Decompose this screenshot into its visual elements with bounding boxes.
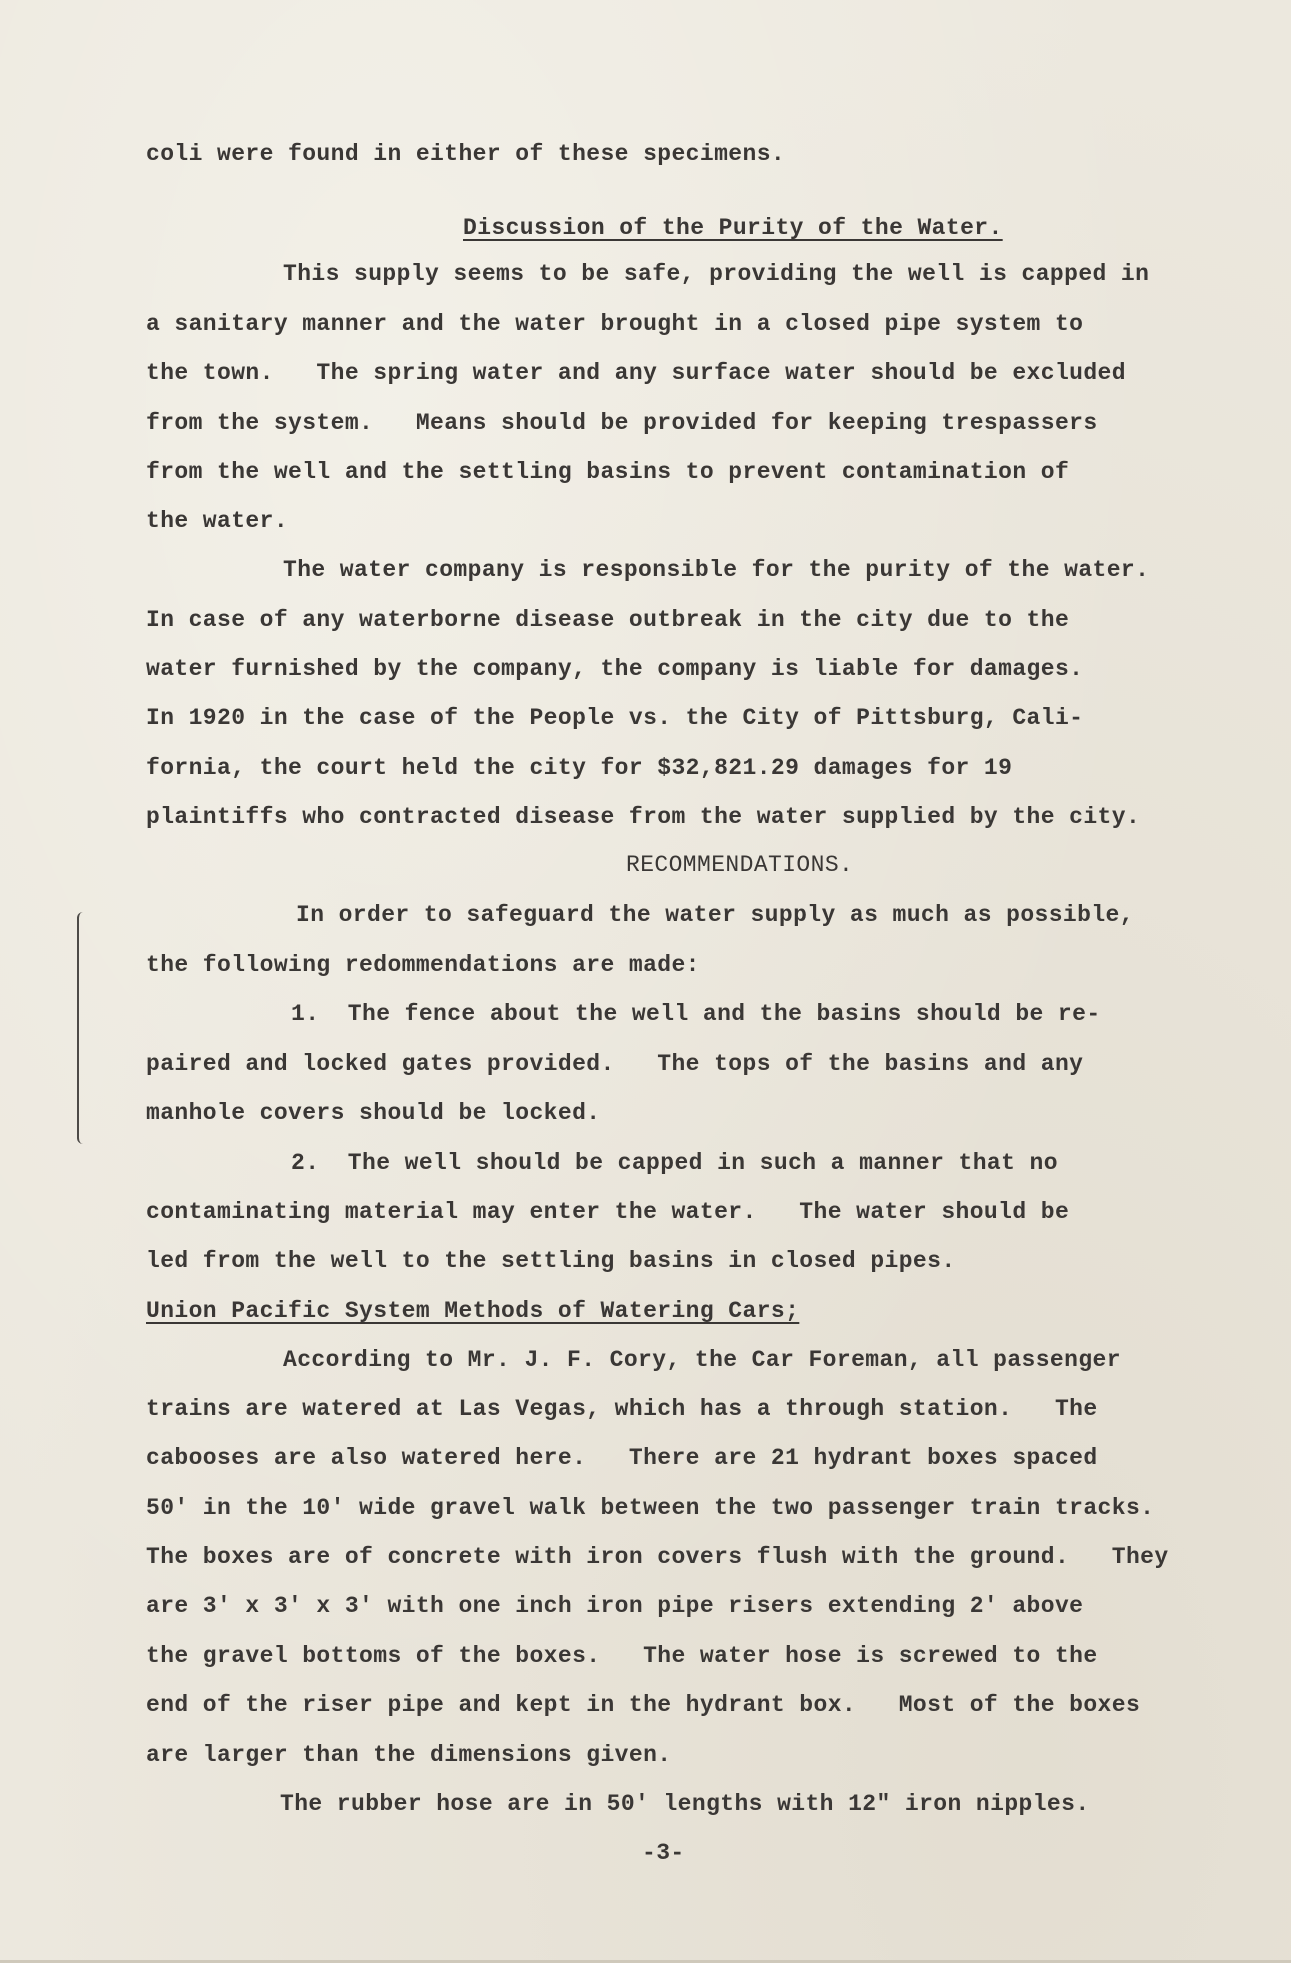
text-line: trains are watered at Las Vegas, which has a through station. The — [146, 1396, 1098, 1422]
text-line: paired and locked gates provided. The tops of the basins and any — [146, 1051, 1084, 1077]
text-line: plaintiffs who contracted disease from the water supplied by the city. — [146, 804, 1141, 830]
section-heading-recommendations: RECOMMENDATIONS. — [626, 852, 854, 878]
section-heading-purity: Discussion of the Purity of the Water. — [463, 215, 1003, 241]
page-number: -3- — [642, 1840, 685, 1866]
text-line: the gravel bottoms of the boxes. The water hose is screwed to the — [146, 1643, 1098, 1669]
text-line: are larger than the dimensions given. — [146, 1742, 672, 1768]
text-line: In 1920 in the case of the People vs. the City of Pittsburg, Cali- — [146, 705, 1084, 731]
text-line: the town. The spring water and any surface water should be excluded — [146, 360, 1126, 386]
text-line: are 3' x 3' x 3' with one inch iron pipe risers extending 2' above — [146, 1593, 1084, 1619]
text-line: manhole covers should be locked. — [146, 1100, 601, 1126]
text-line: In case of any waterborne disease outbreak in the city due to the — [146, 607, 1070, 633]
text-line: water furnished by the company, the company is liable for damages. — [146, 656, 1084, 682]
text-line: from the system. Means should be provided for keeping trespassers — [146, 410, 1098, 436]
text-line: cabooses are also watered here. There are 21 hydrant boxes spaced — [146, 1445, 1098, 1471]
text-line: from the well and the settling basins to prevent contamination of — [146, 459, 1070, 485]
text-line: coli were found in either of these specimens. — [146, 141, 786, 167]
list-item: 2. The well should be capped in such a manner that no — [291, 1150, 1058, 1176]
text-line: the following redommendations are made: — [146, 952, 700, 978]
text-line: According to Mr. J. F. Cory, the Car Foreman, all passenger — [283, 1347, 1121, 1373]
text-line: In order to safeguard the water supply as much as possible, — [296, 902, 1134, 928]
list-item: 1. The fence about the well and the basins should be re- — [291, 1001, 1101, 1027]
text-line: The boxes are of concrete with iron covers flush with the ground. They — [146, 1544, 1169, 1570]
text-line: a sanitary manner and the water brought in a closed pipe system to — [146, 311, 1084, 337]
text-line: the water. — [146, 508, 289, 534]
text-line: contaminating material may enter the water. The water should be — [146, 1199, 1070, 1225]
text-line: This supply seems to be safe, providing the well is capped in — [283, 261, 1150, 287]
text-line: fornia, the court held the city for $32,821.29 damages for 19 — [146, 755, 1013, 781]
margin-bracket-mark — [77, 912, 83, 1144]
text-line: The water company is responsible for the purity of the water. — [283, 557, 1150, 583]
text-line: led from the well to the settling basins in closed pipes. — [146, 1248, 956, 1274]
text-line: 50' in the 10' wide gravel walk between the two passenger train tracks. — [146, 1495, 1155, 1521]
section-heading-union-pacific: Union Pacific System Methods of Watering Cars; — [146, 1298, 800, 1324]
text-line: The rubber hose are in 50' lengths with 12" iron nipples. — [280, 1791, 1090, 1817]
text-line: end of the riser pipe and kept in the hydrant box. Most of the boxes — [146, 1692, 1141, 1718]
